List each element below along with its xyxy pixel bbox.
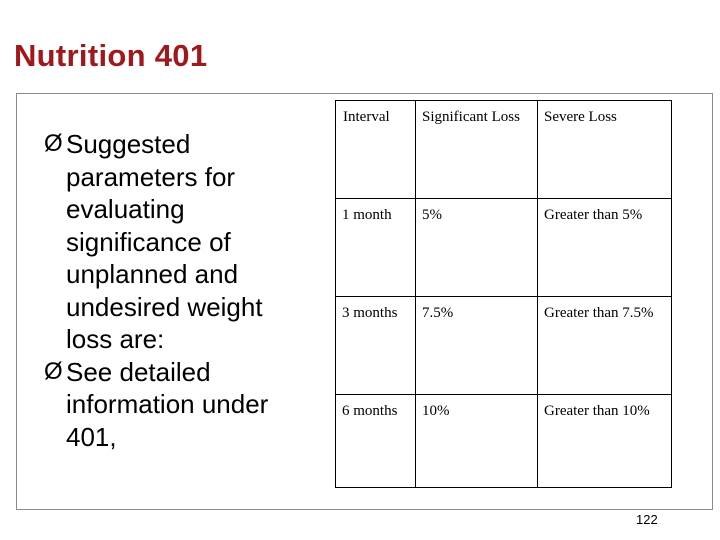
cell-significant: 10% xyxy=(416,395,538,488)
bullet-list xyxy=(44,128,306,453)
header-interval: Interval xyxy=(336,101,416,199)
bullet-item-see-info xyxy=(44,356,306,454)
header-significant-loss: Significant Loss xyxy=(416,101,538,199)
table-row xyxy=(336,199,672,297)
table-header-row xyxy=(336,101,672,199)
arrow-bullet-icon: Ø xyxy=(44,130,63,157)
cell-interval: 3 months xyxy=(336,297,416,395)
cell-significant: 5% xyxy=(416,199,538,297)
slide-title: Nutrition 401 xyxy=(14,38,208,73)
cell-severe: Greater than 7.5% xyxy=(538,297,672,395)
cell-severe: Greater than 5% xyxy=(538,199,672,297)
bullet-text: See detailed information under 401, xyxy=(66,356,269,452)
cell-significant: 7.5% xyxy=(416,297,538,395)
bullet-item-parameters xyxy=(44,128,306,356)
header-severe-loss: Severe Loss xyxy=(538,101,672,199)
table-row xyxy=(336,395,672,488)
weight-loss-table xyxy=(335,100,672,488)
arrow-bullet-icon: Ø xyxy=(44,357,63,385)
cell-interval: 6 months xyxy=(336,395,416,488)
page-number: 122 xyxy=(636,512,658,527)
cell-interval: 1 month xyxy=(336,199,416,297)
table-row xyxy=(336,297,672,395)
cell-severe: Greater than 10% xyxy=(538,395,672,488)
bullet-text: Suggested parameters for evaluating significance of unplanned and undesired weight loss are: xyxy=(66,129,263,354)
